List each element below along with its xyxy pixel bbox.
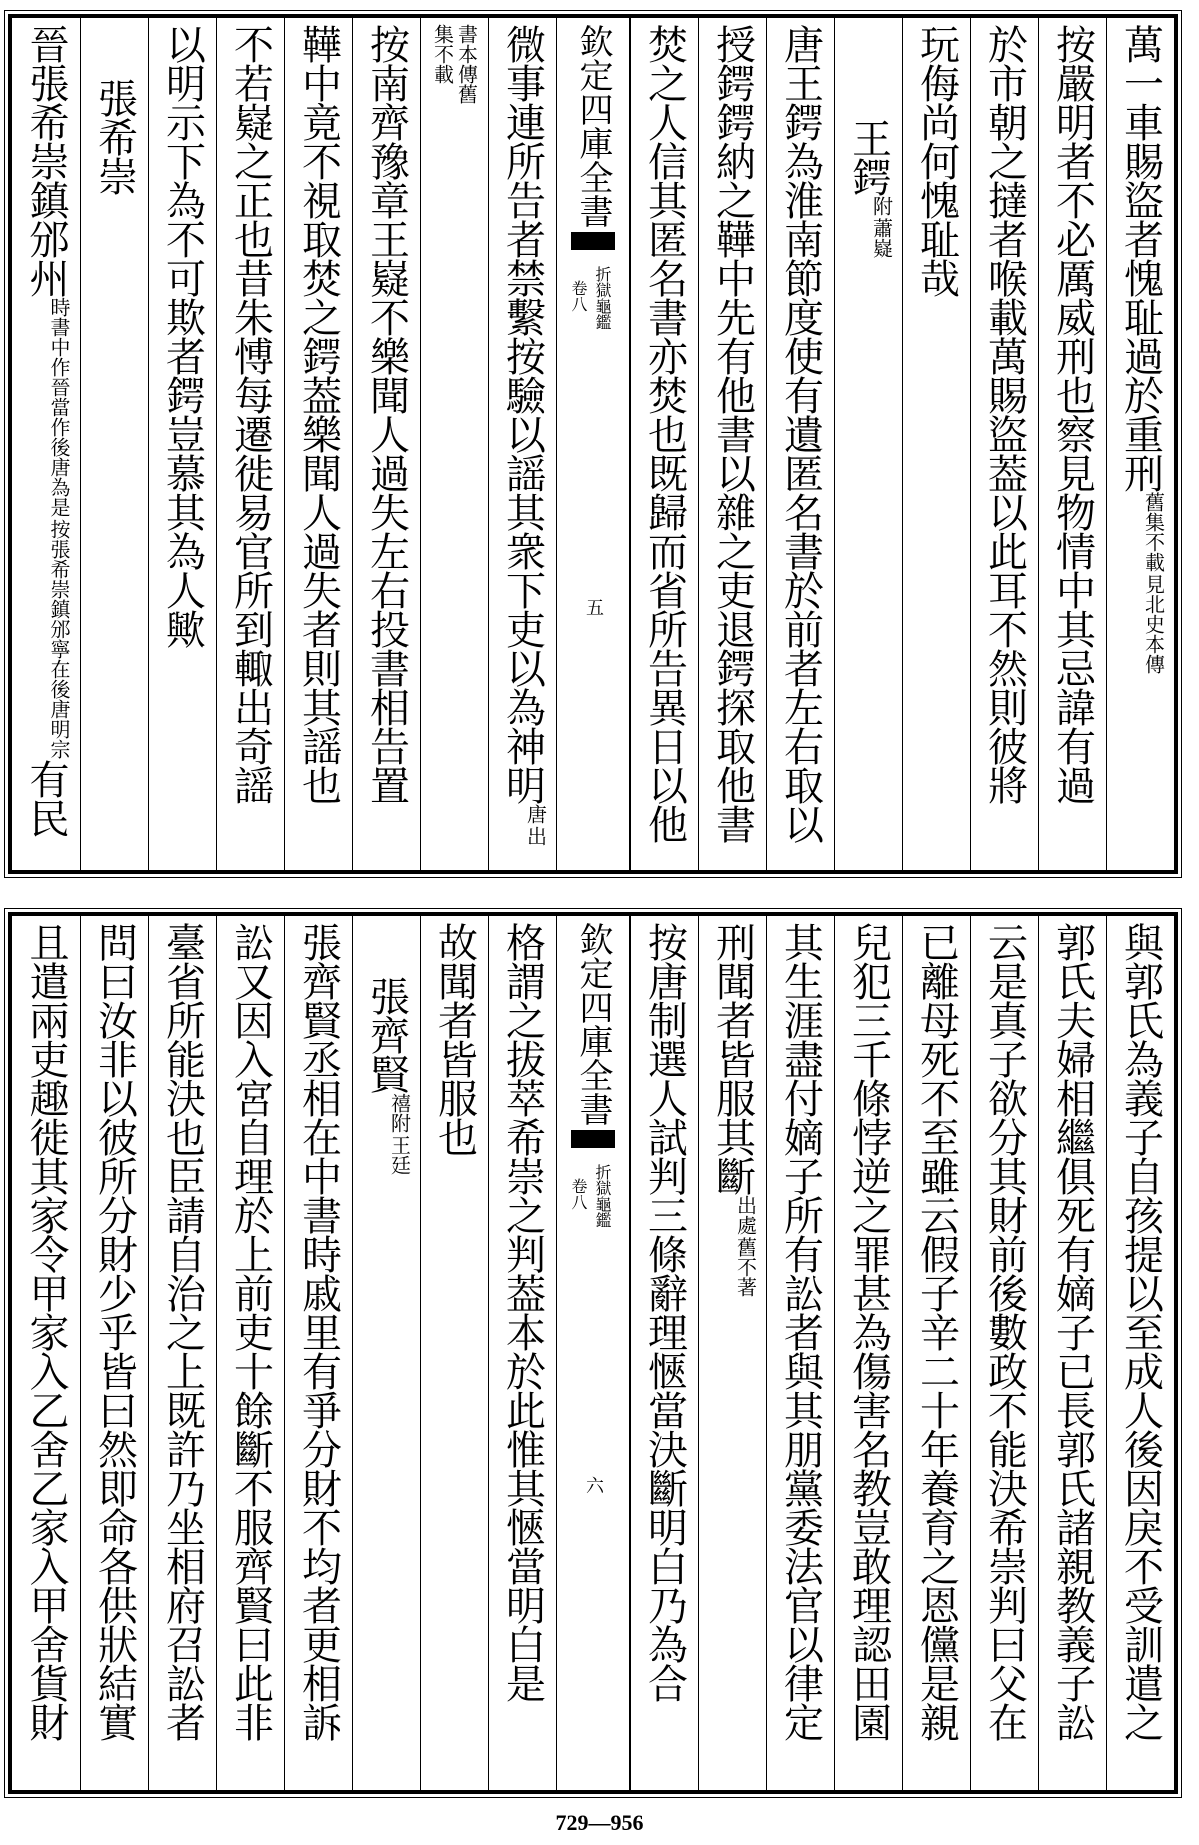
text-line: 臺省所能決也臣請自治之上既許乃坐相府召訟者 — [159, 922, 206, 1741]
text-line: 格謂之拔萃希崇之判葢本於此惟其愜當明白是 — [499, 922, 546, 1702]
left-column — [12, 916, 80, 1790]
note-line: 時書中作晉當作後唐為是 — [47, 297, 71, 517]
note-line: 唐 — [523, 804, 548, 824]
text-line: 授鍔鍔納之鞾中先有他書以雜之吏退鍔探取他書 — [709, 24, 756, 843]
right-column — [766, 916, 834, 1790]
interlinear-note — [48, 297, 70, 759]
tail-text: 有民 — [23, 759, 69, 837]
note-line: 出處 — [733, 1195, 758, 1235]
left-column — [284, 916, 352, 1790]
interlinear-note — [871, 196, 893, 258]
main-text: 晉張希崇鎮邠州 — [23, 24, 69, 297]
text-line: 且遣兩吏趣徙其家令甲家入乙舍乙家入甲舍貨財 — [23, 922, 69, 1741]
note-line: 書本傳舊 — [454, 24, 479, 104]
leaf-number: 六 — [583, 1476, 604, 1494]
bottom-page — [8, 912, 1178, 1794]
text-line: 焚之人信其匿名書亦焚也既歸而省所告異日以他 — [641, 24, 688, 843]
note-line: 按張希崇鎮邠寧在後唐明宗 — [47, 519, 71, 759]
text-line: 鞾中竟不視取焚之鍔葢樂聞人過失者則其謡也 — [295, 24, 342, 804]
page-number: 729—956 — [555, 1810, 644, 1835]
note-line: 見北史本傳 — [1141, 574, 1166, 674]
text-line: 訟又因入宮自理於上前吏十餘斷不服齊賢曰此非 — [227, 922, 274, 1741]
interlinear-note — [432, 24, 478, 104]
left-column — [420, 916, 488, 1790]
right-column — [1038, 916, 1106, 1790]
right-column — [630, 18, 698, 870]
leaf-number: 五 — [583, 598, 604, 616]
text-line: 張希崇 — [91, 78, 138, 195]
text-line: 云是真子欲分其財前後數政不能決希崇判曰父在 — [981, 922, 1028, 1741]
main-text: 微事連所告者禁繫按驗以謡其衆下吏以為神明 — [499, 24, 546, 804]
right-column — [1106, 916, 1174, 1790]
left-column — [284, 18, 352, 870]
text-line: 已離母死不至雖云假子辛二十年養育之恩儻是親 — [913, 922, 960, 1741]
text-line: 郭氏夫婦相繼俱死有嫡子已長郭氏諸親教義子訟 — [1049, 922, 1096, 1741]
volume-label: 卷八 — [569, 280, 588, 312]
text-line: 問曰汝非以彼所分財少乎皆曰然即命各供狀結實 — [91, 922, 138, 1741]
text-line — [1117, 24, 1165, 674]
right-column — [834, 916, 902, 1790]
note-line: 禧附 — [387, 1093, 412, 1133]
note-line: 集不載 — [430, 24, 455, 84]
left-column — [352, 916, 420, 1790]
right-column — [698, 18, 766, 870]
interlinear-note — [389, 1093, 411, 1175]
text-line: 不若嶷之正也昔朱愽每遷徙易官所到輙出奇謡 — [227, 24, 274, 804]
right-column — [902, 18, 970, 870]
left-column — [216, 916, 284, 1790]
left-column — [216, 18, 284, 870]
text-line — [363, 976, 411, 1175]
note-line: 蕭嶷 — [869, 218, 894, 258]
note-line: 王廷 — [387, 1135, 412, 1175]
book-name: 折獄龜鑑 — [593, 266, 612, 330]
right-column — [970, 18, 1038, 870]
right-column — [902, 916, 970, 1790]
right-column — [834, 18, 902, 870]
left-column — [488, 18, 556, 870]
main-text: 刑聞者皆服其斷 — [709, 922, 756, 1195]
fishtail-mark — [571, 1130, 615, 1148]
text-line: 故聞者皆服也 — [431, 922, 478, 1156]
text-line: 玩侮尚何愧耻哉 — [913, 24, 960, 297]
text-line — [845, 118, 893, 258]
left-column — [148, 916, 216, 1790]
text-line: 按嚴明者不必厲威刑也察見物情中其忌諱有過 — [1049, 24, 1096, 804]
main-text: 萬一車賜盜者愧耻過於重刑 — [1117, 24, 1164, 492]
left-column — [148, 18, 216, 870]
text-line: 按南齊豫章王嶷不樂聞人過失左右投書相告置 — [363, 24, 410, 804]
interlinear-note — [1143, 492, 1165, 674]
note-line: 出 — [523, 826, 548, 846]
main-text: 張齊賢 — [363, 976, 410, 1093]
text-line: 於市朝之撻者喉載萬賜盜葢以此耳不然則彼將 — [981, 24, 1028, 804]
note-line: 舊不著 — [733, 1237, 758, 1297]
fishtail-mark — [571, 232, 615, 250]
right-column — [698, 916, 766, 1790]
volume-label: 卷八 — [569, 1178, 588, 1210]
center-header-column — [556, 916, 630, 1790]
text-line: 以明示下為不可欺者鍔豈慕其為人歟 — [159, 24, 206, 648]
left-column — [80, 916, 148, 1790]
text-line — [499, 24, 547, 846]
text-line: 唐王鍔為淮南節度使有遺匿名書於前者左右取以 — [777, 24, 824, 843]
top-page — [8, 14, 1178, 874]
left-column — [12, 18, 80, 870]
interlinear-note — [735, 1195, 757, 1297]
text-line: 與郭氏為義子自孩提以至成人後因戾不受訓遣之 — [1117, 922, 1164, 1741]
right-column — [970, 916, 1038, 1790]
text-line: 張齊賢丞相在中書時戚里有爭分財不均者更相訴 — [295, 922, 342, 1741]
left-column — [352, 18, 420, 870]
text-line: 按唐制選人試判三條辭理愜當決斷明白乃為合 — [641, 922, 688, 1702]
interlinear-note — [525, 804, 547, 846]
left-column — [488, 916, 556, 1790]
text-line: 兒犯三千條悖逆之罪甚為傷害名教豈敢理認田園 — [845, 922, 892, 1741]
left-column — [420, 18, 488, 870]
note-line: 附 — [869, 196, 894, 216]
book-title: 欽定四庫全書 — [573, 922, 613, 1126]
text-line — [22, 24, 70, 837]
note-line: 舊集不載 — [1141, 492, 1166, 572]
book-name: 折獄龜鑑 — [593, 1164, 612, 1228]
left-column — [80, 18, 148, 870]
main-text: 王鍔 — [845, 118, 892, 196]
text-line: 其生涯盡付嫡子所有訟者與其朋黨委法官以律定 — [777, 922, 824, 1741]
right-column — [630, 916, 698, 1790]
center-header-column — [556, 18, 630, 870]
right-column — [1106, 18, 1174, 870]
text-line — [709, 922, 757, 1297]
book-title: 欽定四庫全書 — [573, 24, 613, 228]
right-column — [1038, 18, 1106, 870]
right-column — [766, 18, 834, 870]
